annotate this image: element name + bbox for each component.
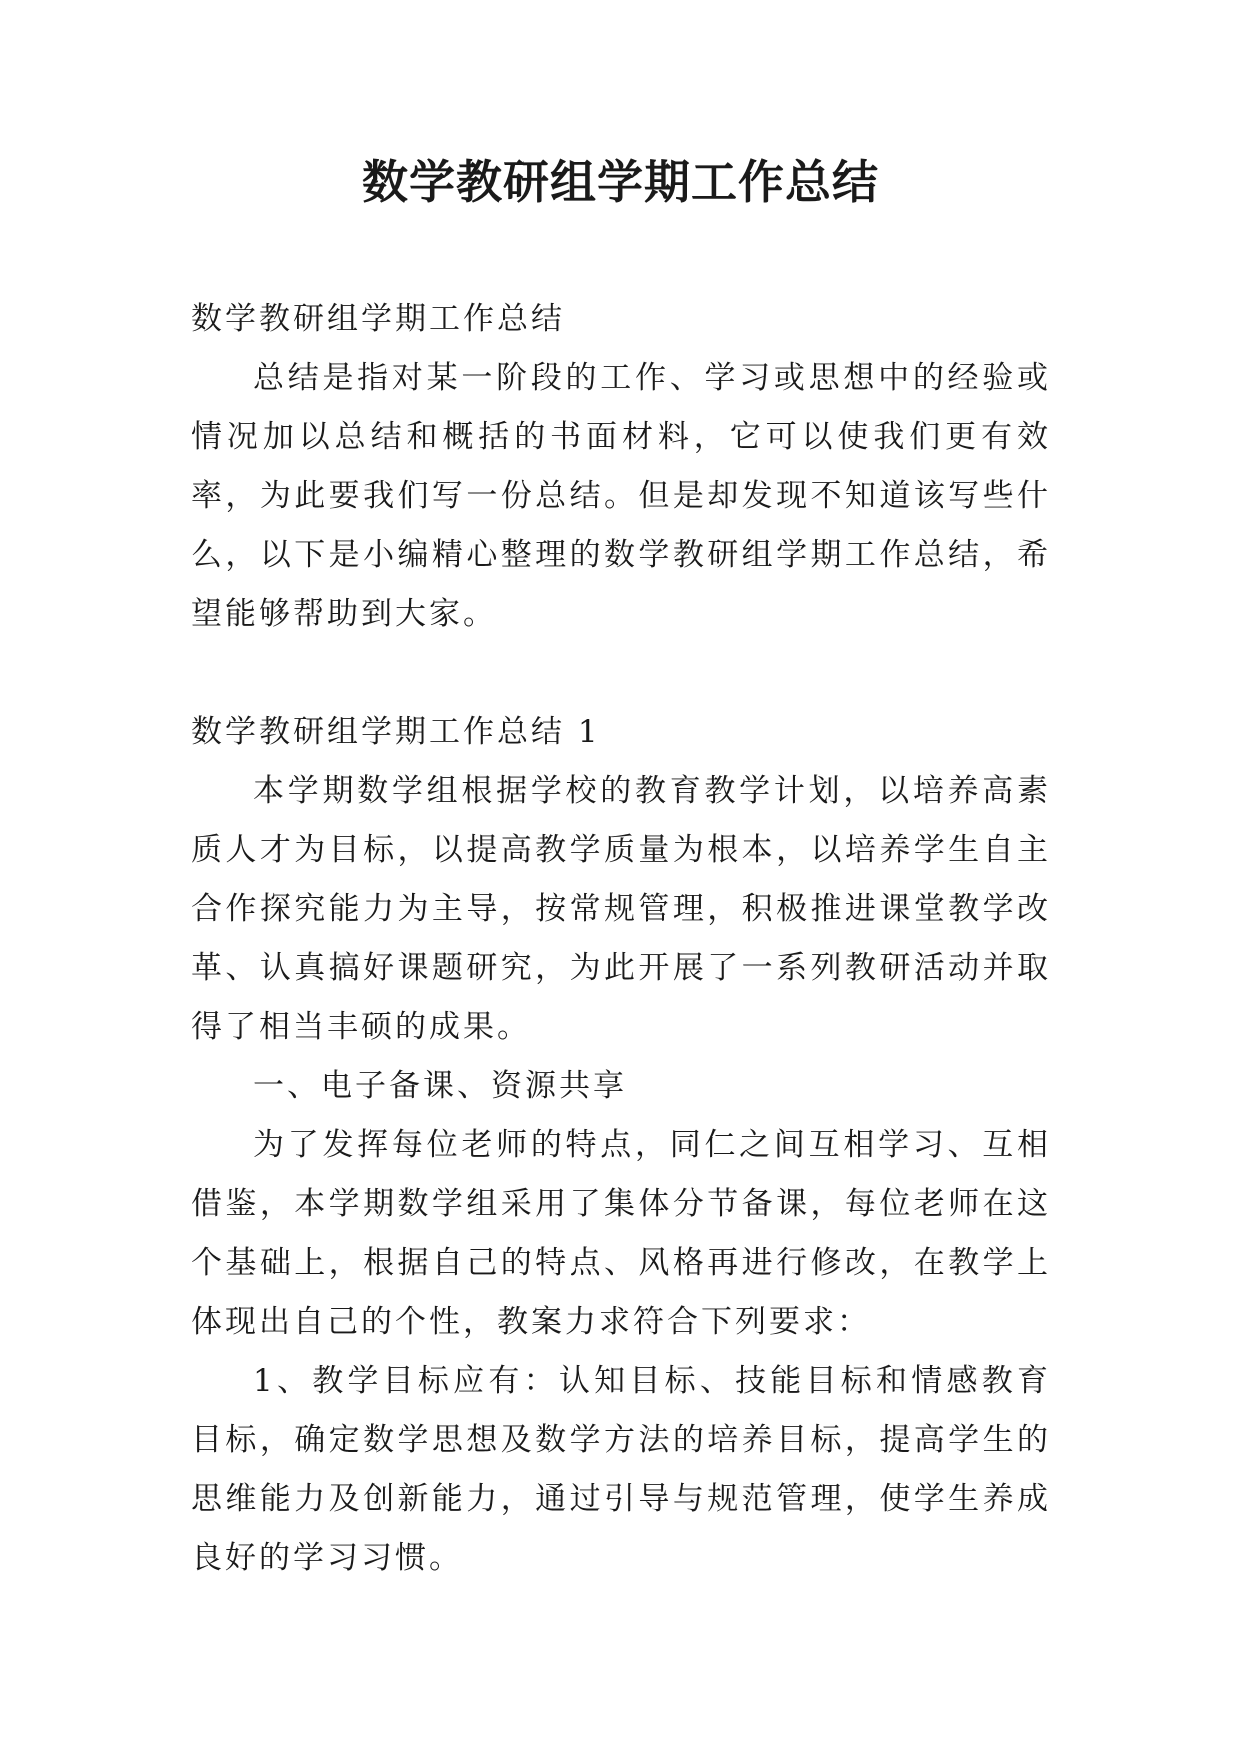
section-paragraph: 1、教学目标应有：认知目标、技能目标和情感教育目标，确定数学思想及数学方法的培养目标，提高学生的思维能力及创新能力，通过引导与规范管理，使学生养成良好的学习习惯。 [191,1363,1051,1576]
document-title: 数学教研组学期工作总结 [362,155,879,209]
subtitle: 数学教研组学期工作总结 [191,301,565,337]
spacer [191,644,1051,703]
document-body [191,290,1051,1588]
section-paragraph: 为了发挥每位老师的特点，同仁之间互相学习、互相借鉴，本学期数学组采用了集体分节备课，每位老师在这个基础上，根据自己的特点、风格再进行修改，在教学上体现出自己的个性，教案力求符合下列要求： [191,1127,1051,1340]
section-item-heading: 一、电子备课、资源共享 [253,1068,627,1104]
section-heading: 数学教研组学期工作总结 1 [191,714,601,750]
intro-paragraph: 总结是指对某一阶段的工作、学习或思想中的经验或情况加以总结和概括的书面材料，它可以使我们更有效率，为此要我们写一份总结。但是却发现不知道该写些什么，以下是小编精心整理的数学教研组学期工作总结，希望能够帮助到大家。 [191,360,1051,632]
section-paragraph: 本学期数学组根据学校的教育教学计划，以培养高素质人才为目标，以提高教学质量为根本，以培养学生自主合作探究能力为主导，按常规管理，积极推进课堂教学改革、认真搞好课题研究，为此开展了一系列教研活动并取得了相当丰硕的成果。 [191,773,1051,1045]
